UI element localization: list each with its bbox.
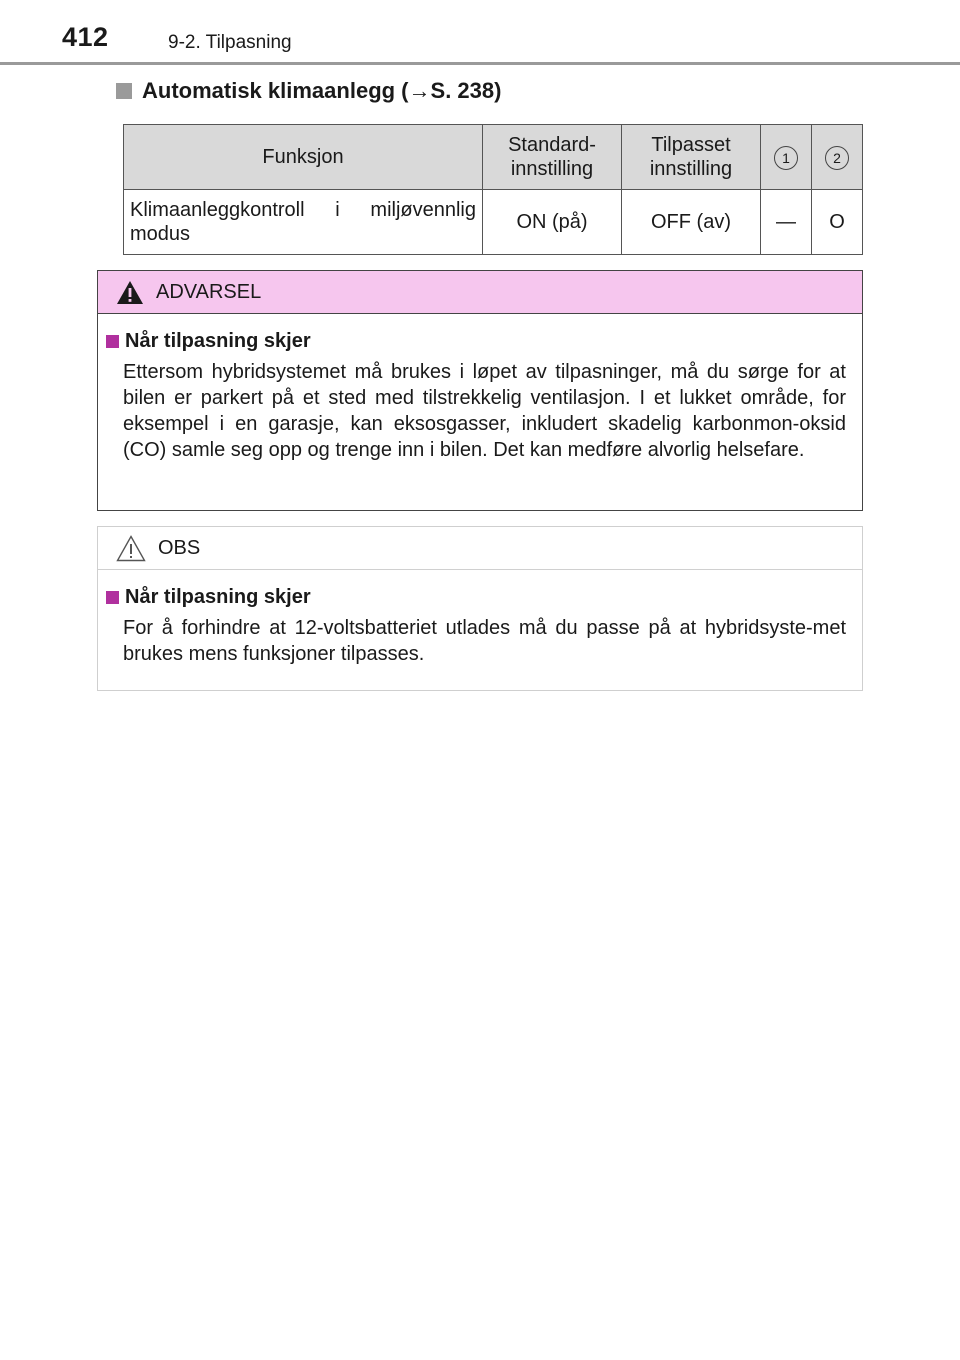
chapter-title: 9-2. Tilpasning	[168, 32, 292, 53]
section-page-ref[interactable]: S. 238)	[430, 78, 502, 103]
cell-method-1: —	[761, 190, 812, 255]
col-header-default: Standard- innstilling	[483, 125, 622, 190]
cell-custom: OFF (av)	[622, 190, 761, 255]
notice-header	[98, 527, 862, 570]
cell-function: Klimaanleggkontroll i miljøvennlig modus	[124, 190, 483, 255]
notice-subheading	[106, 586, 846, 609]
cell-default: ON (på)	[483, 190, 622, 255]
section-heading	[116, 78, 501, 104]
page-number: 412	[62, 22, 109, 52]
settings-table	[123, 124, 863, 255]
warning-text: Ettersom hybridsystemet må brukes i løpet av tilpasninger, må du sørge for at bilen er parkert på et sted med tilstrekkelig ventilasjon. I et lukket område, for eksempel i en garasje, kan eksosgasser, inkludert skadelig karbonmon-oksid (CO) samle seg opp og trenge inn i bilen. Det kan medføre alvorlig helsefare.	[123, 361, 846, 461]
section-title-text: Automatisk klimaanlegg (	[142, 78, 409, 103]
notice-text: For å forhindre at 12-voltsbatteriet utlades må du passe på at hybridsyste-met brukes mens funksjoner tilpasses.	[123, 617, 846, 665]
col-header-custom: Tilpasset innstilling	[622, 125, 761, 190]
square-bullet-icon	[116, 83, 132, 99]
notice-triangle-icon	[116, 535, 146, 562]
col-header-2	[812, 125, 863, 190]
warning-box	[97, 270, 863, 511]
warning-subheading	[106, 330, 846, 353]
table-row	[124, 190, 863, 255]
table-header-row	[124, 125, 863, 190]
col-header-1	[761, 125, 812, 190]
header-divider	[0, 62, 960, 65]
cell-method-2: O	[812, 190, 863, 255]
warning-heading-text: Når tilpasning skjer	[125, 330, 311, 352]
warning-label: ADVARSEL	[156, 280, 262, 303]
notice-box	[97, 526, 863, 691]
square-bullet-icon	[106, 335, 119, 348]
notice-heading-text: Når tilpasning skjer	[125, 586, 311, 608]
circled-number-1-icon: 1	[774, 146, 798, 170]
arrow-icon: →	[408, 78, 431, 103]
square-bullet-icon	[106, 591, 119, 604]
warning-header	[98, 271, 862, 314]
circled-number-2-icon: 2	[825, 146, 849, 170]
warning-triangle-icon	[116, 280, 144, 305]
col-header-function: Funksjon	[124, 125, 483, 190]
notice-label: OBS	[158, 536, 201, 559]
